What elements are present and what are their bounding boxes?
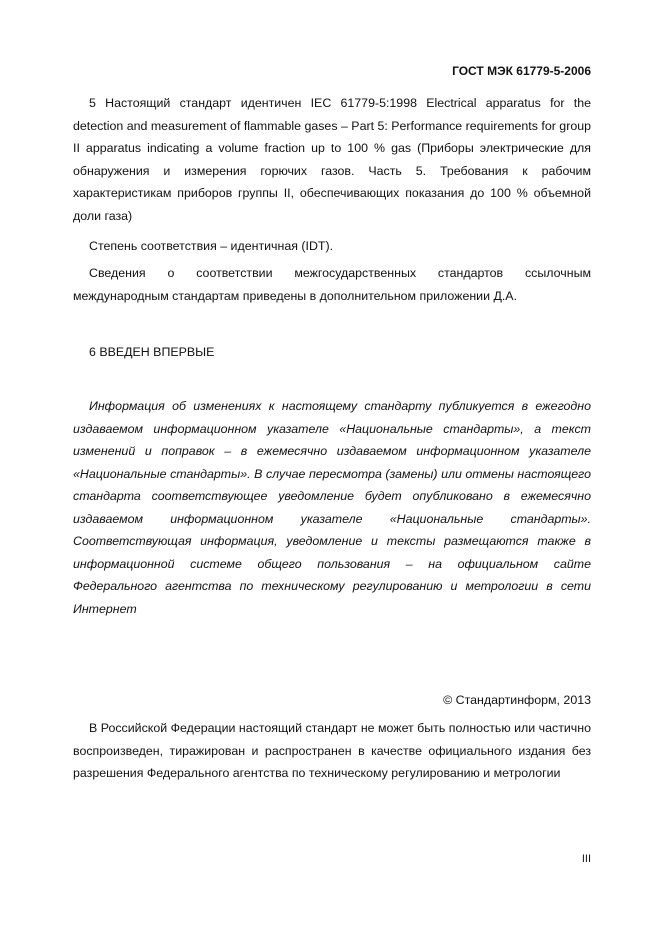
standard-code: ГОСТ МЭК 61779-5-2006	[452, 64, 591, 78]
copyright-line: © Стандартинформ, 2013	[443, 693, 591, 707]
paragraph-5-identity: 5 Настоящий стандарт идентичен IEC 61779-5:1998 Electrical apparatus for the detection and measurement of flammable gases – Part 5: Performance requirements for group II apparatus indicating a volume fraction up to 100 % gas (Приборы электрические для обнаружения и измерения горючих газов. Часть 5. Требования к рабочим характеристикам приборов группы II, обеспечивающих показания до 100 % объемной доли газа)	[73, 96, 591, 223]
paragraph-information-notice: Информация об изменениях к настоящему стандарту публикуется в ежегодно издаваемом информационном указателе «Национальные стандарты», а текст изменений и поправок – в ежемесячно издаваемом информационном указателе «Национальные стандарты». В случае пересмотра (замены) или отмены настоящего стандарта соответствующее уведомление будет опубликовано в ежемесячно издаваемом информационном указателе «Национальные стандарты». Соответствующая информация, уведомление и тексты размещаются также в информационной системе общего пользования – на официальном сайте Федерального агентства по техническому регулированию и метрологии в сети Интернет	[73, 399, 591, 616]
paragraph-degree: Степень соответствия – идентичная (IDT).	[89, 239, 334, 253]
paragraph-6-introduced: 6 ВВЕДЕН ВПЕРВЫЕ	[89, 345, 215, 359]
page-number: III	[581, 853, 591, 865]
paragraph-references: Сведения о соответствии межгосударственных стандартов ссылочным международным стандартам приведены в дополнительном приложении Д.А.	[73, 266, 591, 303]
paragraph-rights: В Российской Федерации настоящий стандарт не может быть полностью или частично воспроизведен, тиражирован и распространен в качестве официального издания без разрешения Федерального агентства по техническому регулированию и метрологии	[73, 721, 591, 780]
